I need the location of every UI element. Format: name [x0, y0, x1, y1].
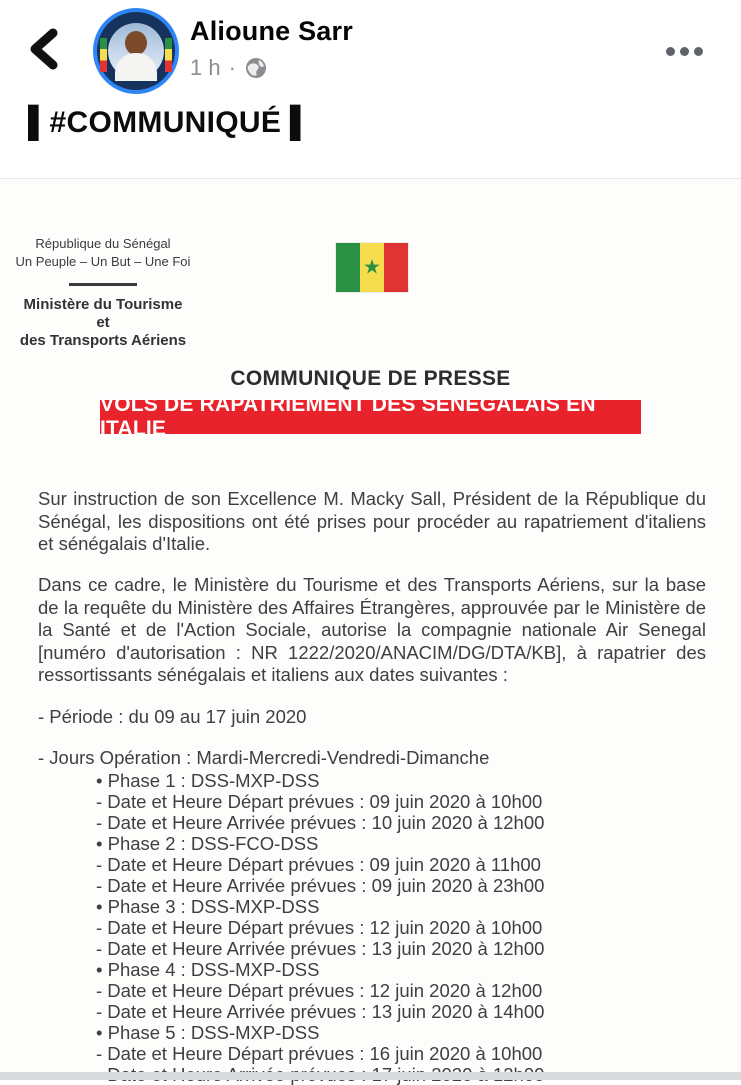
republic-line: République du Sénégal: [35, 236, 171, 251]
senegal-flag: [336, 243, 408, 292]
post-text: ▌#COMMUNIQUÉ ▌: [28, 106, 312, 139]
timestamp[interactable]: 1 h: [190, 55, 221, 80]
detail-jours-operation: - Jours Opération : Mardi-Mercredi-Vendredi-Dimanche: [38, 747, 490, 768]
schedule-line-detail: - Date et Heure Départ prévues : 12 juin 2020 à 10h00: [96, 917, 543, 938]
avatar-garment: [115, 53, 157, 81]
paragraph-authorization: Dans ce cadre, le Ministère du Tourisme et des Transports Aériens, sur la base de la requête du Ministère des Affaires Étrangères, approuvée par le Ministère de la Santé et de l'Action Sociale, autorise la compagnie nationale Air Senegal [numéro d'autorisation : NR 1222/2020/ANACIM/DG/DTA/KB], à rapatrier des ressortissants sénégalais et italiens aux dates suivantes :: [38, 574, 706, 685]
privacy-globe-icon: [244, 56, 268, 80]
flight-schedule: [96, 770, 706, 1085]
avatar-flag-stripe-right: [165, 38, 172, 72]
avatar-photo: [108, 23, 164, 79]
schedule-line-detail: - Date et Heure Arrivée prévues : 13 juin 2020 à 14h00: [96, 1001, 545, 1022]
author-name[interactable]: Alioune Sarr: [190, 16, 353, 46]
ministry-line-3: des Transports Aériens: [19, 332, 187, 349]
press-release-title: COMMUNIQUE DE PRESSE: [230, 367, 511, 390]
flag-star-icon: ★: [363, 256, 381, 278]
letterhead-divider: [69, 283, 137, 286]
back-chevron-icon: [27, 28, 61, 70]
schedule-line-phase: • Phase 4 : DSS-MXP-DSS: [96, 959, 320, 980]
post-header: [0, 0, 741, 100]
avatar[interactable]: [93, 8, 179, 94]
schedule-line-phase: • Phase 5 : DSS-MXP-DSS: [96, 1022, 320, 1043]
more-dot-icon: [680, 47, 689, 56]
meta-separator: ·: [228, 55, 236, 80]
schedule-line-detail: - Date et Heure Départ prévues : 12 juin 2020 à 12h00: [96, 980, 543, 1001]
more-dot-icon: [666, 47, 675, 56]
motto-line: Un Peuple – Un But – Une Foi: [15, 254, 191, 269]
schedule-line-detail: - Date et Heure Arrivée prévues : 13 juin 2020 à 12h00: [96, 938, 545, 959]
detail-periode: - Période : du 09 au 17 juin 2020: [38, 706, 307, 727]
schedule-line-detail: - Date et Heure Départ prévues : 16 juin 2020 à 10h00: [96, 1043, 543, 1064]
headline-banner: VOLS DE RAPATRIEMENT DES SÉNÉGALAIS EN ITALIE: [100, 400, 641, 434]
flag-green-stripe: [336, 243, 360, 292]
avatar-flag-stripe-left: [100, 38, 107, 72]
paragraph-instruction: Sur instruction de son Excellence M. Macky Sall, Président de la République du Sénégal, les dispositions ont été prises pour procéder au rapatriement d'italiens et sénégalais d'Italie.: [38, 488, 706, 554]
document-image[interactable]: [0, 178, 741, 1072]
ministry-line-2: et: [96, 314, 110, 331]
avatar-face: [125, 31, 147, 55]
schedule-line-detail: - Date et Heure Départ prévues : 09 juin 2020 à 11h00: [96, 854, 541, 875]
next-content-edge: [0, 1072, 741, 1080]
more-dot-icon: [694, 47, 703, 56]
author-block: [190, 16, 353, 81]
letterhead: [8, 235, 198, 350]
schedule-line-phase: • Phase 3 : DSS-MXP-DSS: [96, 896, 320, 917]
schedule-line-detail: - Date et Heure Départ prévues : 09 juin 2020 à 10h00: [96, 791, 543, 812]
schedule-line-phase: • Phase 1 : DSS-MXP-DSS: [96, 770, 320, 791]
schedule-line-detail: - Date et Heure Arrivée prévues : 09 juin 2020 à 23h00: [96, 875, 545, 896]
ministry-line-1: Ministère du Tourisme: [23, 296, 183, 313]
more-options-button[interactable]: [660, 38, 708, 64]
flag-yellow-stripe: [360, 243, 384, 292]
schedule-line-detail: - Date et Heure Arrivée prévues : 10 juin 2020 à 12h00: [96, 812, 545, 833]
back-button[interactable]: [22, 26, 66, 74]
flag-red-stripe: [384, 243, 408, 292]
post-meta: [190, 55, 353, 81]
schedule-line-phase: • Phase 2 : DSS-FCO-DSS: [96, 833, 319, 854]
